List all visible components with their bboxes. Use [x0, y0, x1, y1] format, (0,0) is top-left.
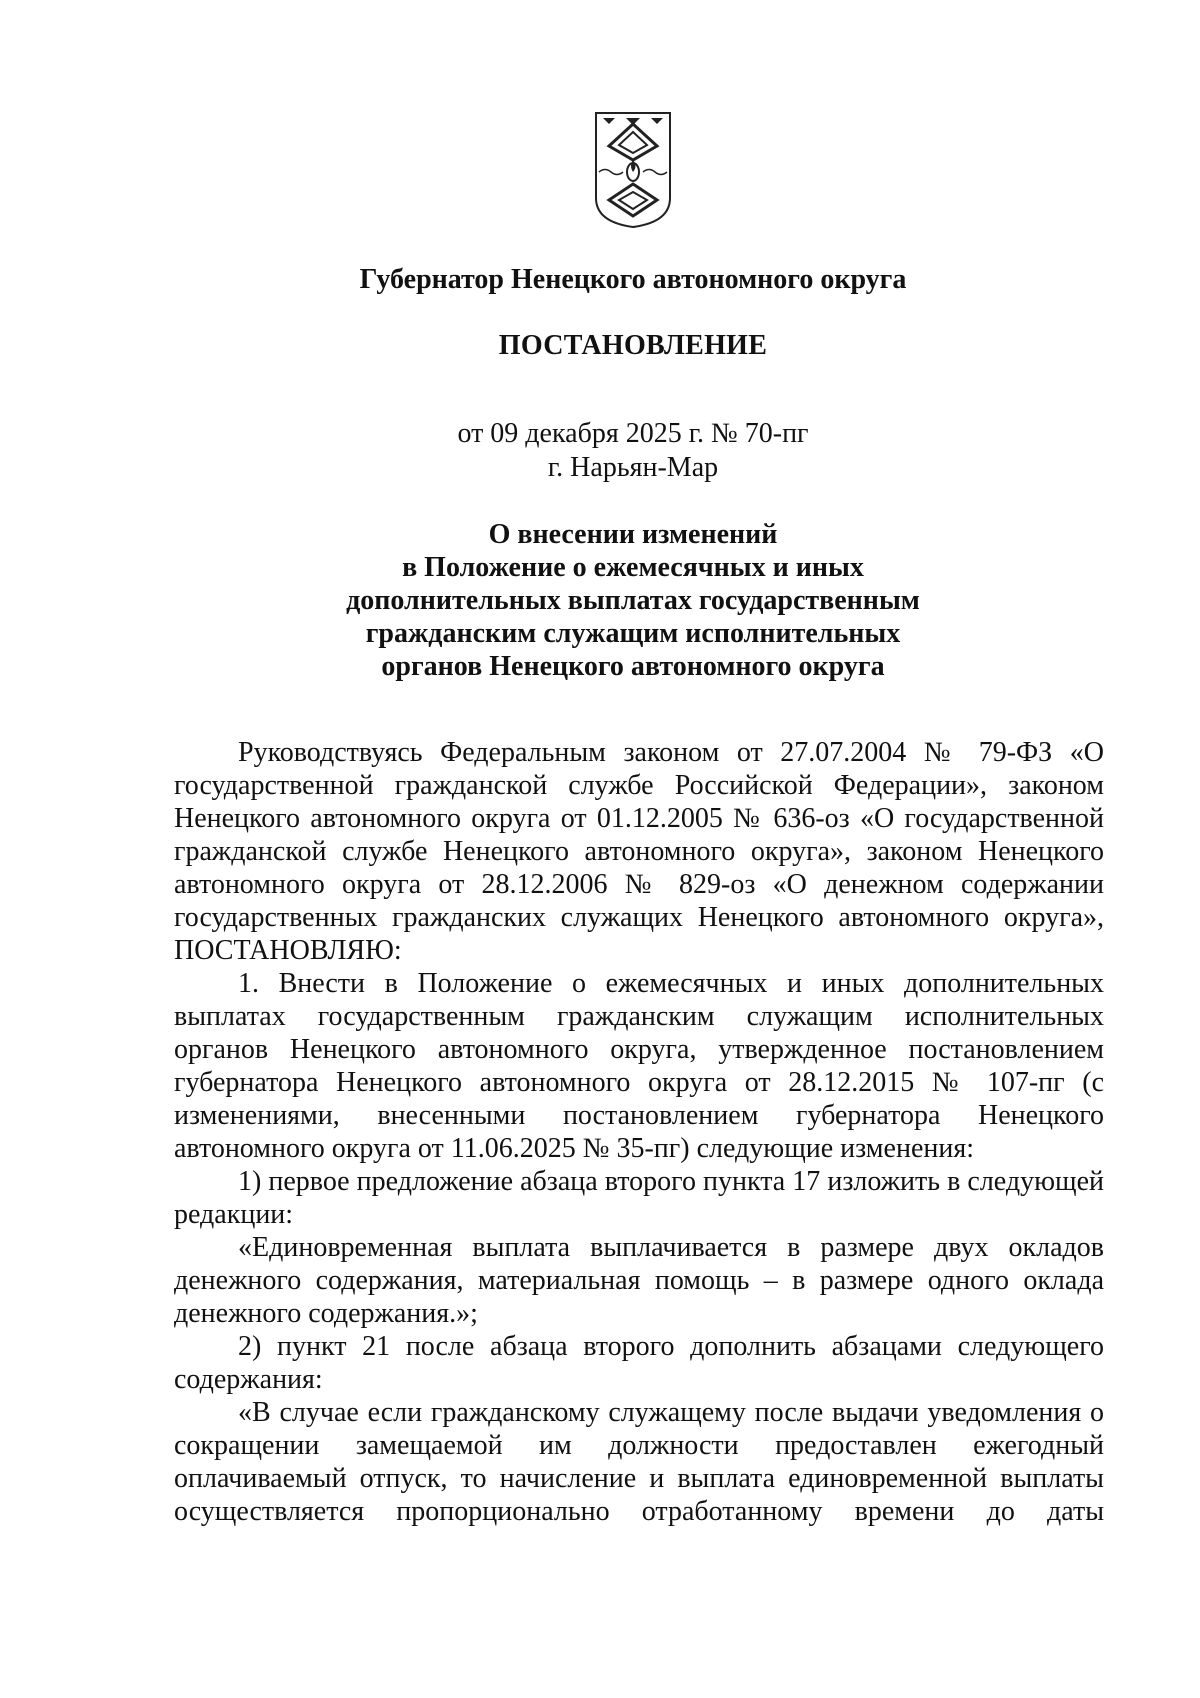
document-body	[174, 736, 1104, 1528]
issuer-title: Губернатор Ненецкого автономного округа	[359, 264, 907, 295]
subitem-2-paragraph: 2) пункт 21 после абзаца второго дополнить абзацами следующего содержания:	[174, 1331, 1104, 1395]
subject-line: гражданским служащим исполнительных	[365, 618, 901, 649]
subject-line: в Положение о ежемесячных и иных	[402, 552, 864, 583]
subject-line: дополнительных выплатах государственным	[346, 585, 920, 616]
subject-line: органов Ненецкого автономного округа	[381, 651, 885, 682]
preamble-paragraph: Руководствуясь Федеральным законом от 27.07.2004 № 79-ФЗ «О государственной гражданской службе Российской Федерации», законом Ненецкого автономного округа от 01.12.2005 № 636-оз «О государственной гражданской службе Ненецкого автономного округа», законом Ненецкого автономного округа от 28.12.2006 № 829-оз «О денежном содержании государственных гражданских служащих Ненецкого автономного округа», ПОСТАНОВЛЯЮ:	[174, 737, 1104, 966]
item-1-paragraph: 1. Внести в Положение о ежемесячных и иных дополнительных выплатах государственным гражданским служащим исполнительных органов Ненецкого автономного округа, утвержденное постановлением губернатора Ненецкого автономного округа от 28.12.2015 № 107-пг (с изменениями, внесенными постановлением губернатора Ненецкого автономного округа от 11.06.2025 № 35-пг) следующие изменения:	[174, 968, 1104, 1164]
document-date-number: от 09 декабря 2025 г. № 70-пг	[457, 418, 809, 449]
document-subject	[0, 518, 1200, 683]
quote-1-paragraph: «Единовременная выплата выплачивается в размере двух окладов денежного содержания, материальная помощь – в размере одного оклада денежного содержания.»;	[174, 1232, 1104, 1329]
subitem-1-paragraph: 1) первое предложение абзаца второго пункта 17 изложить в следующей редакции:	[174, 1166, 1104, 1230]
document-place: г. Нарьян-Мар	[547, 452, 719, 483]
subject-line: О внесении изменений	[488, 519, 778, 550]
nao-coat-of-arms-icon	[593, 110, 673, 230]
quote-2-paragraph: «В случае если гражданскому служащему после выдачи уведомления о сокращении замещаемой им должности предоставлен ежегодный оплачиваемый отпуск, то начисление и выплата единовременной выплаты осуществляется пропорционально отработанному времени до даты	[174, 1397, 1104, 1527]
document-type: ПОСТАНОВЛЕНИЕ	[498, 330, 768, 361]
